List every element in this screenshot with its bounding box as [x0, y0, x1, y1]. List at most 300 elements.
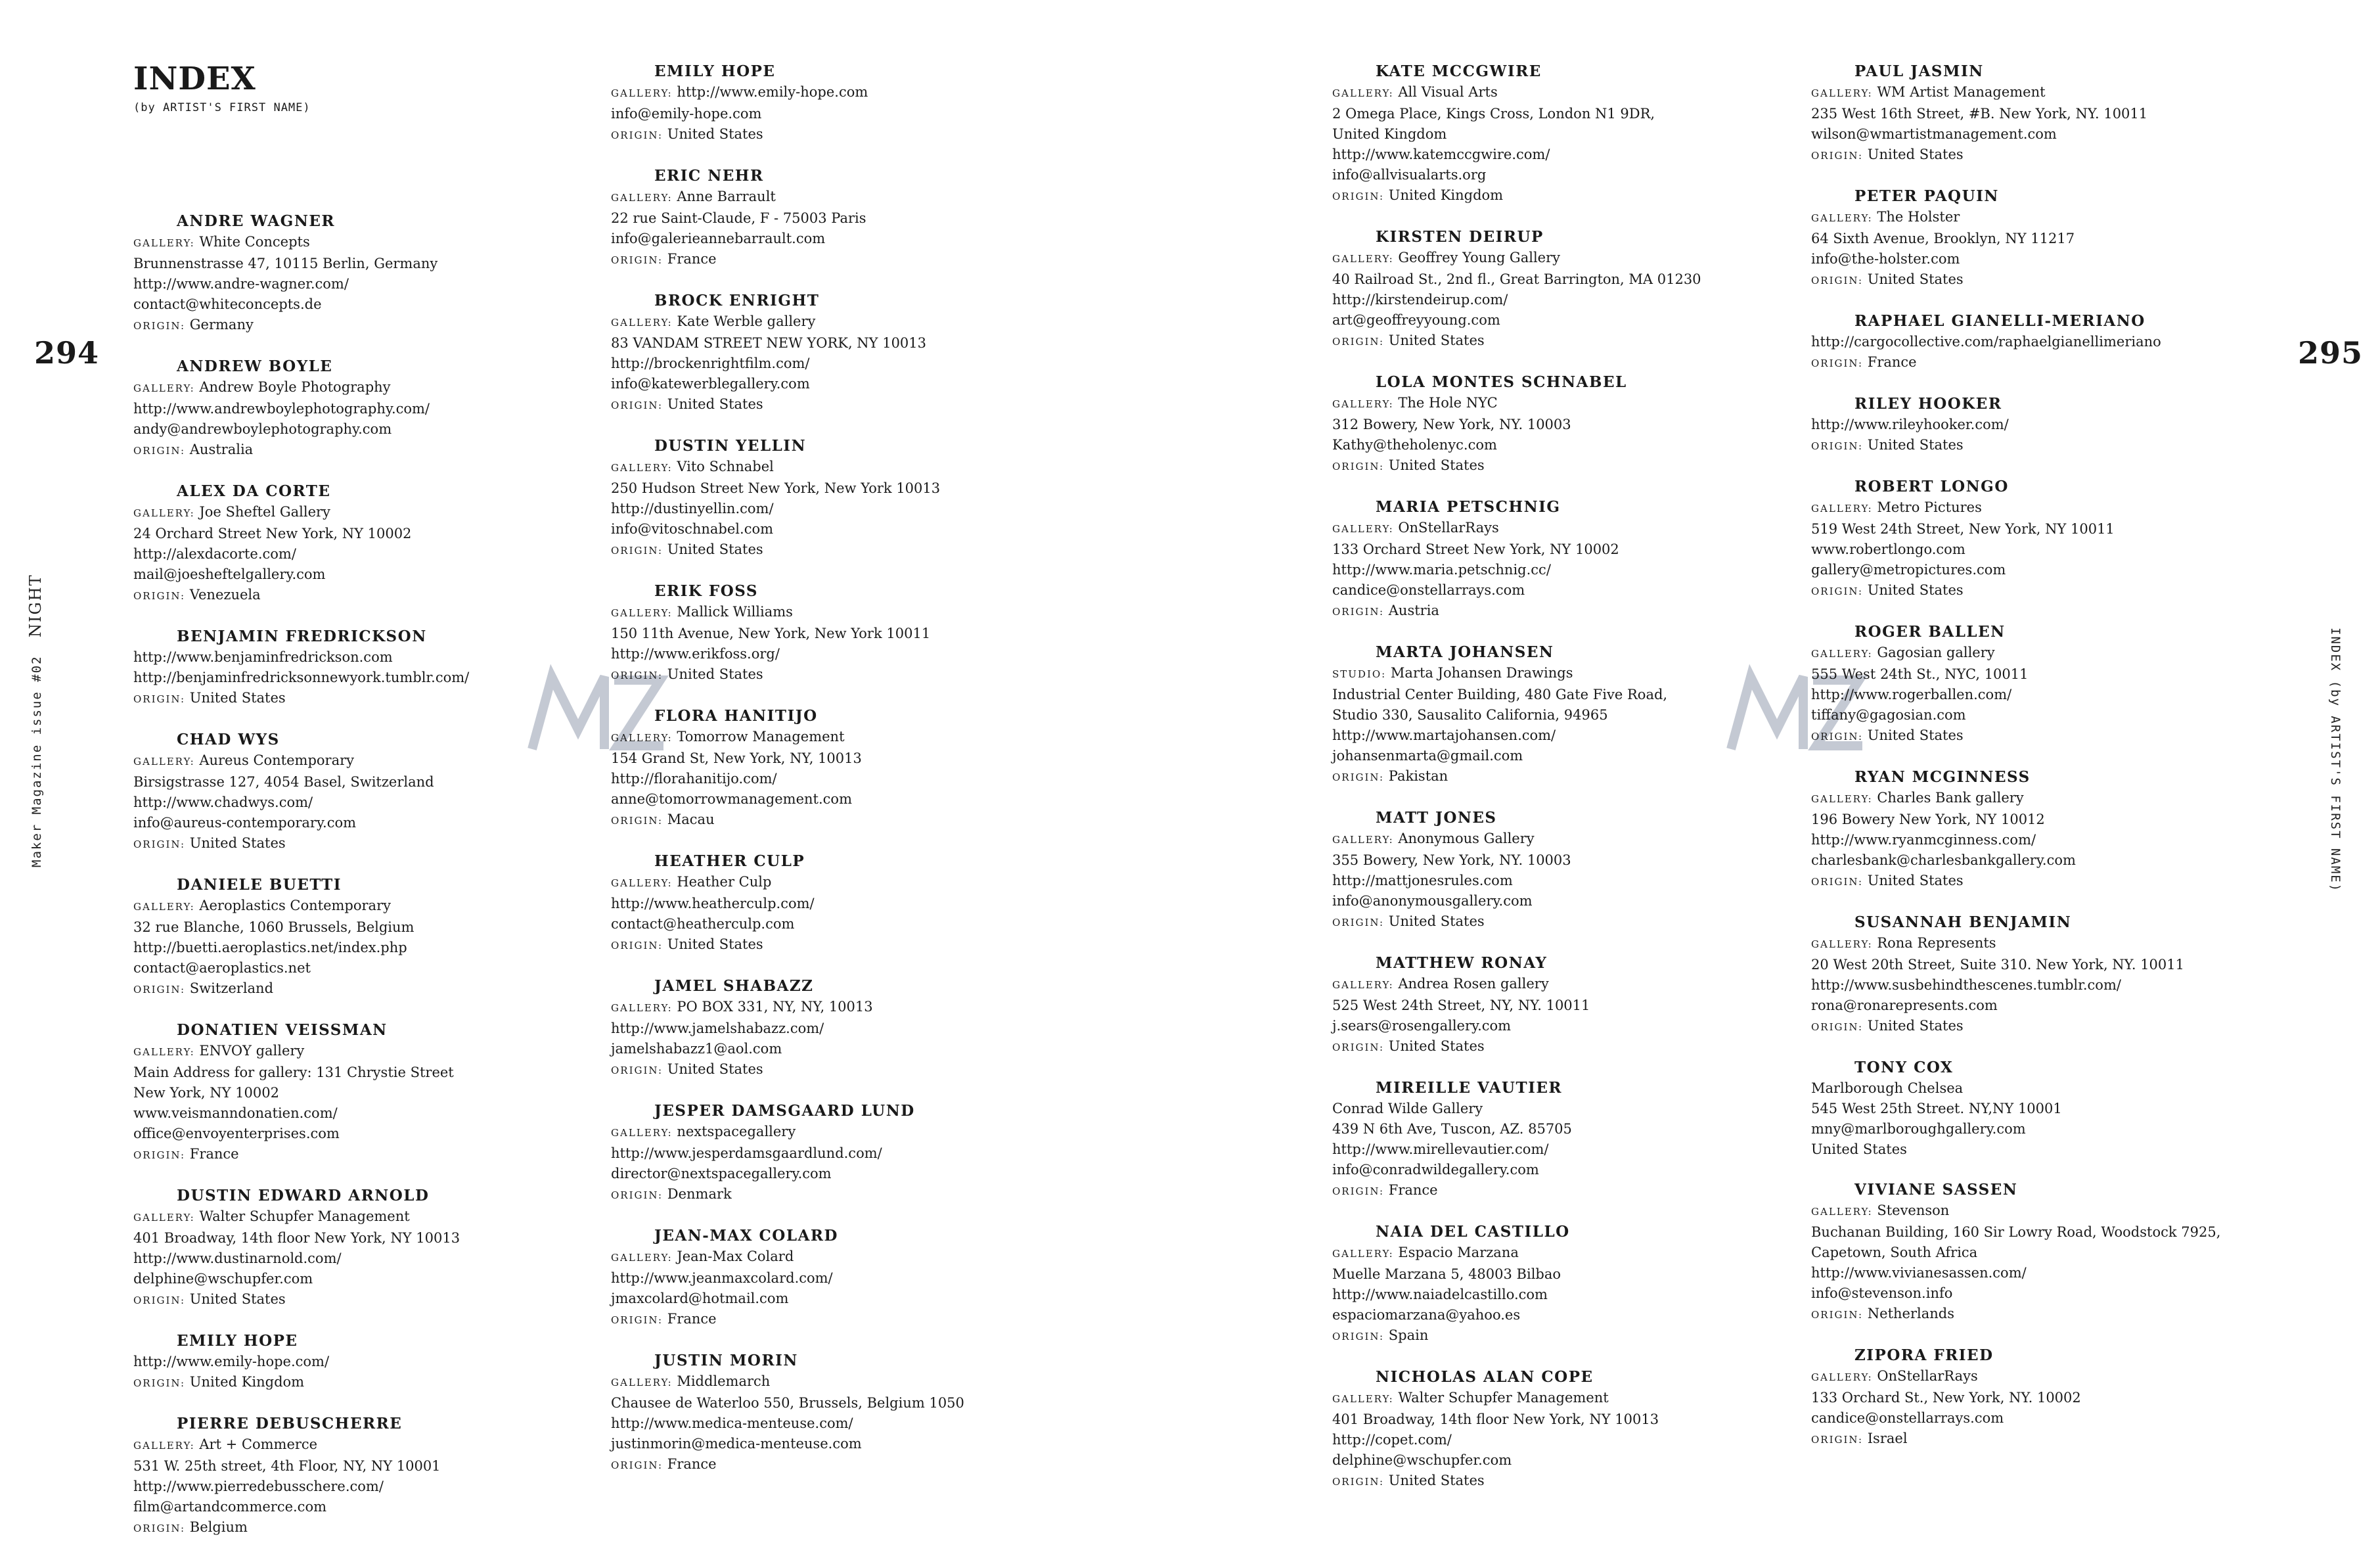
entry-line — [611, 478, 1084, 499]
artist-entry — [1332, 1221, 1805, 1347]
field-value: http://www.andrewboylephotography.com/ — [133, 401, 430, 417]
artist-name: RAPHAEL GIANELLI-MERIANO — [1854, 312, 2145, 330]
artist-name: BROCK ENRIGHT — [654, 292, 820, 309]
index-column-2 — [611, 60, 1084, 1495]
field-value: 545 West 25th Street. NY,NY 10001 — [1811, 1101, 2062, 1116]
field-value: nextspacegallery — [677, 1124, 796, 1139]
entry-line — [611, 311, 1084, 333]
field-value: Metro Pictures — [1877, 499, 1982, 515]
entry-line — [1332, 185, 1805, 207]
field-value: 64 Sixth Avenue, Brooklyn, NY 11217 — [1811, 231, 2075, 246]
field-value: United Kingdom — [1332, 126, 1447, 142]
field-value: Macau — [667, 812, 715, 827]
entry-line — [1332, 1160, 1805, 1180]
field-value: http://www.jeanmaxcolard.com/ — [611, 1270, 833, 1286]
field-value: OnStellarRays — [1398, 520, 1499, 536]
field-label: ORIGIN: — [1811, 150, 1864, 162]
field-value: Austria — [1388, 603, 1439, 618]
entry-line — [1811, 1119, 2284, 1139]
entry-line — [611, 1122, 1084, 1143]
field-label: GALLERY: — [1332, 523, 1394, 535]
artist-entry — [611, 165, 1084, 271]
entry-line — [1332, 165, 1805, 185]
field-value: info@stevenson.info — [1811, 1285, 1953, 1301]
entry-line — [133, 1456, 606, 1477]
entry-line — [1811, 933, 2284, 955]
field-label: ORIGIN: — [611, 815, 663, 827]
page-title: INDEX — [133, 60, 256, 97]
field-value: 40 Railroad St., 2nd fl., Great Barrington, MA 01230 — [1332, 271, 1701, 287]
entry-line — [133, 1249, 606, 1269]
entry-line — [611, 1434, 1084, 1454]
entry-line — [1811, 580, 2284, 602]
field-value: France — [667, 1311, 717, 1327]
field-label: ORIGIN: — [1332, 606, 1385, 618]
artist-name: NICHOLAS ALAN COPE — [1376, 1368, 1594, 1386]
entry-line — [1811, 269, 2284, 291]
field-value: charlesbank@charlesbankgallery.com — [1811, 852, 2076, 868]
field-label: GALLERY: — [611, 317, 673, 329]
entry-line — [1811, 104, 2284, 124]
field-label: ORIGIN: — [1332, 191, 1385, 202]
field-value: tiffany@gagosian.com — [1811, 707, 1966, 723]
entry-line — [1332, 518, 1805, 539]
entry-line — [1811, 1408, 2284, 1429]
entry-line — [611, 1247, 1084, 1268]
field-label: GALLERY: — [611, 877, 673, 889]
entry-line — [1332, 455, 1805, 477]
field-value: j.sears@rosengallery.com — [1332, 1018, 1512, 1034]
field-value: contact@aeroplastics.net — [133, 960, 311, 976]
field-value: United States — [667, 541, 763, 557]
entry-line — [1811, 996, 2284, 1016]
artist-entry — [133, 210, 606, 336]
entry-line — [133, 1477, 606, 1497]
field-value: Andrew Boyle Photography — [199, 379, 391, 395]
field-value: United States — [1811, 1141, 1907, 1157]
entry-line — [1811, 1366, 2284, 1388]
field-label: GALLERY: — [1811, 938, 1873, 950]
entry-line — [133, 254, 606, 274]
field-value: info@the-holster.com — [1811, 251, 1960, 267]
field-label: ORIGIN: — [611, 940, 663, 951]
field-label: ORIGIN: — [133, 1149, 186, 1161]
entry-line — [133, 647, 606, 668]
entry-line — [611, 187, 1084, 208]
field-value: Middlemarch — [677, 1373, 771, 1389]
entry-line — [133, 564, 606, 585]
field-label: ORIGIN: — [133, 838, 186, 850]
field-label: ORIGIN: — [611, 254, 663, 266]
field-value: justinmorin@medica-menteuse.com — [611, 1436, 862, 1452]
artist-entry — [1811, 310, 2284, 374]
entry-line — [611, 789, 1084, 810]
field-label: ORIGIN: — [611, 400, 663, 411]
field-value: http://www.rileyhooker.com/ — [1811, 417, 2009, 432]
spine-right-text: INDEX (by ARTIST'S FIRST NAME) — [2328, 628, 2343, 893]
entry-line — [133, 1517, 606, 1539]
entry-line — [133, 524, 606, 544]
artist-name: VIVIANE SASSEN — [1854, 1181, 2018, 1199]
entry-line — [1332, 766, 1805, 788]
entry-line — [611, 727, 1084, 748]
field-label: GALLERY: — [1811, 1371, 1873, 1383]
artist-name: DANIELE BUETTI — [177, 876, 342, 894]
artist-entry — [1811, 60, 2284, 166]
field-label: GALLERY: — [1811, 648, 1873, 660]
field-value: art@geoffreyyoung.com — [1332, 312, 1500, 328]
field-value: New York, NY 10002 — [133, 1085, 279, 1101]
entry-line — [611, 664, 1084, 686]
artist-name: DONATIEN VEISSMAN — [177, 1021, 388, 1039]
field-label: ORIGIN: — [1811, 1309, 1864, 1321]
field-value: contact@whiteconcepts.de — [133, 296, 322, 312]
field-label: GALLERY: — [1811, 87, 1873, 99]
entry-line — [133, 813, 606, 833]
field-value: info@emily-hope.com — [611, 106, 762, 122]
artist-name: SUSANNAH BENJAMIN — [1854, 913, 2072, 931]
page-number-left: 294 — [34, 335, 100, 371]
field-label: ORIGIN: — [1332, 1042, 1385, 1053]
artist-name: EMILY HOPE — [177, 1332, 298, 1350]
field-value: http://www.dustinarnold.com/ — [133, 1250, 342, 1266]
entry-line — [133, 274, 606, 294]
field-value: http://www.chadwys.com/ — [133, 794, 313, 810]
entry-line — [611, 499, 1084, 519]
artist-entry — [133, 1185, 606, 1311]
entry-line — [611, 354, 1084, 374]
artist-entry — [1332, 807, 1805, 933]
field-value: United States — [667, 666, 763, 682]
field-value: Buchanan Building, 160 Sir Lowry Road, Woodstock 7925, — [1811, 1224, 2221, 1240]
entry-line — [1332, 1264, 1805, 1285]
entry-line — [1332, 685, 1805, 705]
entry-line — [1332, 829, 1805, 850]
entry-line — [1811, 352, 2284, 374]
artist-name: ERIK FOSS — [654, 582, 758, 600]
field-value: France — [667, 251, 717, 267]
field-value: info@anonymousgallery.com — [1332, 893, 1533, 909]
field-value: http://copet.com/ — [1332, 1432, 1452, 1448]
artist-entry — [611, 1225, 1084, 1331]
entry-line — [1811, 1099, 2284, 1119]
artist-name: PETER PAQUIN — [1854, 187, 1999, 205]
field-value: gallery@metropictures.com — [1811, 562, 2006, 578]
field-label: ORIGIN: — [1332, 917, 1385, 928]
field-value: contact@heatherculp.com — [611, 916, 795, 932]
field-label: GALLERY: — [133, 1212, 195, 1224]
field-value: 401 Broadway, 14th floor New York, NY 10013 — [133, 1230, 460, 1246]
spine-right — [2328, 628, 2343, 892]
field-label: ORIGIN: — [133, 1295, 186, 1306]
entry-line — [1332, 1450, 1805, 1471]
field-label: ORIGIN: — [1332, 461, 1385, 472]
field-value: http://www.susbehindthescenes.tumblr.com/ — [1811, 977, 2121, 993]
entry-line — [1811, 643, 2284, 664]
entry-line — [1332, 891, 1805, 911]
entry-line — [611, 1164, 1084, 1184]
entry-line — [1332, 104, 1805, 124]
field-value: United States — [1867, 437, 1964, 453]
entry-line — [133, 1041, 606, 1063]
field-value: Muelle Marzana 5, 48003 Bilbao — [1332, 1266, 1561, 1282]
field-value: United States — [1867, 873, 1964, 888]
entry-line — [133, 1352, 606, 1372]
artist-entry — [611, 435, 1084, 561]
field-value: film@artandcommerce.com — [133, 1499, 326, 1515]
field-value: The Holster — [1877, 209, 1960, 225]
entry-line — [611, 249, 1084, 271]
field-label: GALLERY: — [1332, 1393, 1394, 1405]
artist-name: MARTA JOHANSEN — [1376, 643, 1554, 661]
field-label: GALLERY: — [611, 1252, 673, 1264]
field-value: United States — [1388, 332, 1485, 348]
entry-line — [1811, 871, 2284, 892]
field-value: delphine@wschupfer.com — [133, 1271, 313, 1287]
field-label: ORIGIN: — [1811, 275, 1864, 286]
artist-entry — [1811, 1179, 2284, 1325]
entry-line — [1332, 911, 1805, 933]
artist-name: FLORA HANITIJO — [654, 707, 818, 725]
entry-line — [133, 1206, 606, 1228]
field-label: ORIGIN: — [611, 1314, 663, 1326]
entry-line — [611, 894, 1084, 914]
field-value: wilson@wmartistmanagement.com — [1811, 126, 2057, 142]
entry-line — [611, 1268, 1084, 1289]
artist-name: JESPER DAMSGAARD LUND — [654, 1102, 915, 1120]
entry-line — [133, 585, 606, 607]
entry-line — [1332, 124, 1805, 145]
entry-line — [1811, 1388, 2284, 1408]
field-label: ORIGIN: — [1811, 357, 1864, 369]
field-value: Switzerland — [189, 980, 274, 996]
artist-name: RILEY HOOKER — [1854, 395, 2002, 413]
entry-line — [611, 1393, 1084, 1413]
field-value: mail@joesheftelgallery.com — [133, 566, 326, 582]
entry-line — [133, 833, 606, 855]
entry-line — [1811, 1078, 2284, 1099]
artist-entry — [1811, 1344, 2284, 1450]
entry-line — [1332, 1119, 1805, 1139]
artist-name: DUSTIN YELLIN — [654, 437, 807, 455]
entry-line — [133, 1434, 606, 1456]
entry-line — [133, 772, 606, 792]
entry-line — [1811, 685, 2284, 705]
field-value: andy@andrewboylephotography.com — [133, 421, 392, 437]
entry-line — [611, 374, 1084, 394]
field-value: Pakistan — [1388, 768, 1448, 784]
field-value: United States — [1867, 582, 1964, 598]
entry-line — [133, 1228, 606, 1249]
field-label: ORIGIN: — [133, 984, 186, 996]
field-label: ORIGIN: — [1811, 440, 1864, 452]
field-value: http://www.rogerballen.com/ — [1811, 687, 2012, 702]
entry-line — [611, 394, 1084, 416]
entry-line — [611, 457, 1084, 478]
artist-entry — [611, 975, 1084, 1081]
entry-line — [1332, 663, 1805, 685]
field-value: United States — [189, 835, 286, 851]
entry-line — [1811, 249, 2284, 269]
entry-line — [133, 917, 606, 938]
field-value: United States — [1867, 271, 1964, 287]
entry-line — [1332, 331, 1805, 352]
field-label: ORIGIN: — [1332, 771, 1385, 783]
spine-left — [26, 574, 45, 867]
entry-line — [1332, 310, 1805, 331]
spine-left-text: Maker Magazine issue #02 — [30, 655, 44, 867]
field-value: http://mattjonesrules.com — [1332, 873, 1513, 888]
field-label: ORIGIN: — [1332, 1185, 1385, 1197]
field-label: ORIGIN: — [1811, 1021, 1864, 1033]
field-value: espaciomarzana@yahoo.es — [1332, 1307, 1521, 1323]
entry-line — [1332, 1471, 1805, 1492]
field-value: 83 VANDAM STREET NEW YORK, NY 10013 — [611, 335, 927, 351]
entry-line — [133, 792, 606, 813]
field-value: www.robertlongo.com — [1811, 541, 1965, 557]
entry-line — [1811, 850, 2284, 871]
entry-line — [1811, 1139, 2284, 1160]
field-value: Denmark — [667, 1186, 732, 1202]
field-value: 133 Orchard Street New York, NY 10002 — [1332, 541, 1619, 557]
entry-line — [1332, 871, 1805, 891]
field-value: United States — [667, 126, 763, 142]
field-label: GALLERY: — [1332, 87, 1394, 99]
entry-line — [1332, 1388, 1805, 1409]
field-label: ORIGIN: — [1332, 1331, 1385, 1342]
field-label: GALLERY: — [1332, 1248, 1394, 1260]
entry-line — [1332, 1285, 1805, 1305]
entry-line — [1811, 332, 2284, 352]
field-label: ORIGIN: — [611, 1065, 663, 1076]
entry-line — [1332, 1180, 1805, 1202]
field-label: ORIGIN: — [133, 445, 186, 457]
field-value: 401 Broadway, 14th floor New York, NY 10013 — [1332, 1411, 1659, 1427]
entry-line — [1811, 415, 2284, 435]
artist-entry — [1332, 226, 1805, 352]
entry-line — [133, 688, 606, 710]
field-value: http://www.ryanmcginness.com/ — [1811, 832, 2036, 848]
field-value: The Hole NYC — [1398, 395, 1498, 411]
field-value: http://buetti.aeroplastics.net/index.php — [133, 940, 407, 955]
entry-line — [1332, 145, 1805, 165]
entry-line — [1332, 290, 1805, 310]
field-value: Anne Barrault — [677, 189, 776, 204]
field-label: GALLERY: — [1811, 793, 1873, 805]
field-value: Australia — [189, 442, 254, 457]
page-subtitle: (by ARTIST'S FIRST NAME) — [133, 101, 311, 114]
entry-line — [1811, 560, 2284, 580]
artist-entry — [1332, 1366, 1805, 1492]
field-value: United States — [189, 1291, 286, 1307]
artist-name: MATT JONES — [1376, 809, 1497, 827]
entry-line — [1811, 1263, 2284, 1283]
entry-line — [1811, 705, 2284, 725]
spine-left-word: NIGHT — [26, 574, 45, 637]
field-value: United States — [1867, 727, 1964, 743]
field-value: 519 West 24th Street, New York, NY 10011 — [1811, 521, 2115, 537]
entry-line — [1332, 1409, 1805, 1430]
field-value: 250 Hudson Street New York, New York 10013 — [611, 480, 941, 496]
field-value: http://www.katemccgwire.com/ — [1332, 147, 1550, 162]
field-value: mny@marlboroughgallery.com — [1811, 1121, 2026, 1137]
field-value: United Kingdom — [1388, 187, 1504, 203]
entry-line — [1332, 850, 1805, 871]
field-value: http://www.pierredebusschere.com/ — [133, 1478, 384, 1494]
entry-line — [1332, 82, 1805, 104]
entry-line — [1332, 996, 1805, 1016]
field-value: Tomorrow Management — [677, 729, 845, 745]
entry-line — [1811, 810, 2284, 830]
field-value: http://dustinyellin.com/ — [611, 501, 774, 516]
field-label: ORIGIN: — [133, 320, 186, 332]
field-value: Charles Bank gallery — [1877, 790, 2024, 806]
field-label: ORIGIN: — [1811, 585, 1864, 597]
field-label: ORIGIN: — [611, 129, 663, 141]
entry-line — [1811, 830, 2284, 850]
entry-line — [1811, 82, 2284, 104]
field-value: office@envoyenterprises.com — [133, 1126, 340, 1141]
entry-line — [1811, 664, 2284, 685]
entry-line — [1332, 539, 1805, 560]
entry-line — [611, 997, 1084, 1019]
artist-name: JUSTIN MORIN — [654, 1352, 798, 1369]
artist-entry — [1332, 952, 1805, 1058]
field-value: United States — [1388, 913, 1485, 929]
entry-line — [1332, 560, 1805, 580]
field-label: ORIGIN: — [1811, 1434, 1864, 1446]
field-value: Germany — [189, 317, 254, 332]
field-label: ORIGIN: — [133, 1523, 186, 1534]
entry-line — [1332, 1036, 1805, 1058]
field-value: United States — [1388, 457, 1485, 473]
entry-line — [1332, 269, 1805, 290]
field-value: 235 West 16th Street, #B. New York, NY. 10011 — [1811, 106, 2148, 122]
artist-entry — [133, 626, 606, 710]
field-value: http://www.mirellevautier.com/ — [1332, 1141, 1549, 1157]
field-value: PO BOX 331, NY, NY, 10013 — [677, 999, 873, 1015]
field-value: info@allvisualarts.org — [1332, 167, 1487, 183]
artist-name: ROGER BALLEN — [1854, 623, 2006, 641]
field-value: France — [189, 1146, 239, 1162]
artist-name: KATE MCCGWIRE — [1376, 62, 1542, 80]
entry-line — [1332, 415, 1805, 435]
entry-line — [1332, 705, 1805, 725]
field-value: Aureus Contemporary — [199, 752, 355, 768]
entry-line — [611, 229, 1084, 249]
entry-line — [611, 1454, 1084, 1476]
artist-entry — [133, 1413, 606, 1539]
entry-line — [1332, 1016, 1805, 1036]
entry-line — [611, 1309, 1084, 1331]
entry-line — [611, 1413, 1084, 1434]
field-value: http://florahanitijo.com/ — [611, 771, 777, 787]
field-value: http://cargocollective.com/raphaelgianellimeriano — [1811, 334, 2161, 350]
entry-line — [1332, 1099, 1805, 1119]
field-value: United States — [667, 936, 763, 952]
field-value: 20 West 20th Street, Suite 310. New York, NY. 10011 — [1811, 957, 2184, 973]
field-value: Studio 330, Sausalito California, 94965 — [1332, 707, 1608, 723]
field-label: ORIGIN: — [133, 1377, 186, 1389]
entry-line — [1811, 539, 2284, 560]
artist-entry — [611, 580, 1084, 686]
field-label: GALLERY: — [133, 382, 195, 394]
artist-entry — [133, 1019, 606, 1166]
field-value: http://www.emily-hope.com — [677, 84, 868, 100]
field-value: United States — [1388, 1038, 1485, 1054]
field-value: United Kingdom — [189, 1374, 305, 1390]
artist-name: NAIA DEL CASTILLO — [1376, 1223, 1570, 1241]
